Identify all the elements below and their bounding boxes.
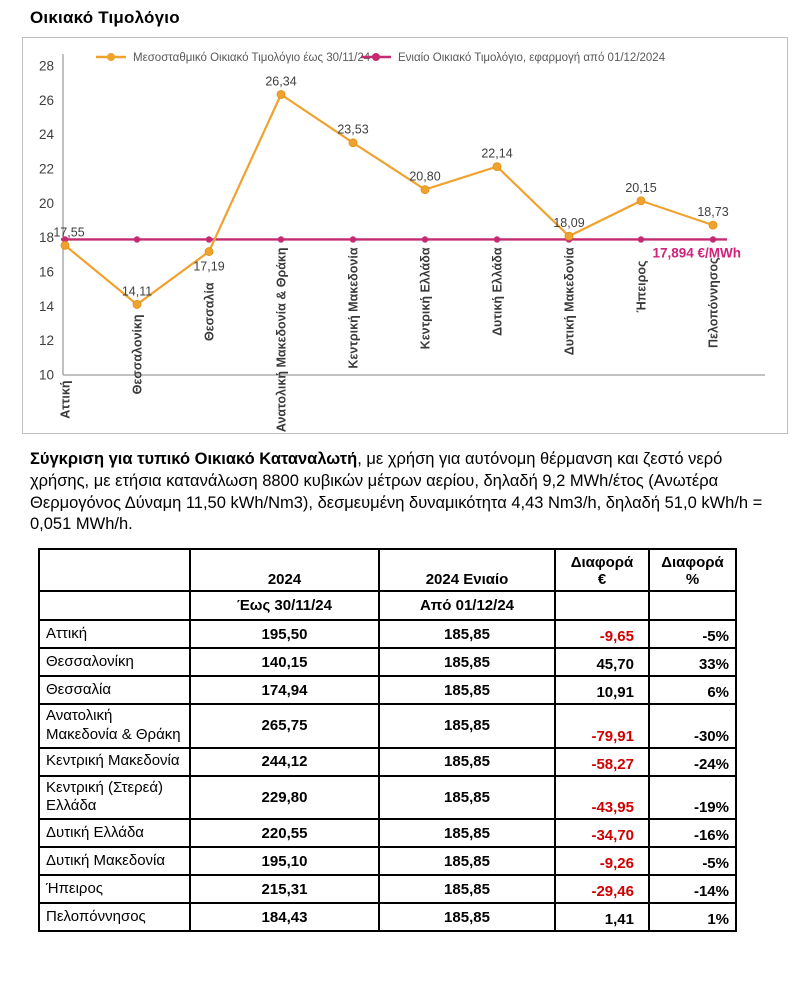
avg-tariff-point [565,232,573,240]
region-cell: Θεσσαλονίκη [39,648,190,676]
tariff-chart-svg [23,38,787,433]
y-axis-tick: 12 [38,333,54,349]
avg-tariff-point-label: 20,15 [625,180,657,195]
diff-eur-cell: -9,65 [555,620,649,648]
unified-tariff-point [710,236,716,242]
x-axis-label: Ανατολική Μακεδονία & Θράκη [274,247,289,433]
avg-tariff-point-label: 20,80 [409,169,441,184]
diff-pct-cell: -16% [649,819,736,847]
x-axis-label: Κεντρική Ελλάδα [418,247,433,350]
y-axis-tick: 26 [38,92,54,108]
diff-pct-cell: -5% [649,620,736,648]
price-unified-cell: 185,85 [379,819,555,847]
diff-eur-cell: 45,70 [555,648,649,676]
diff-eur-cell: 1,41 [555,903,649,931]
region-cell: Θεσσαλία [39,676,190,704]
region-cell: Κεντρική Μακεδονία [39,748,190,776]
diff-eur-cell: -9,26 [555,847,649,875]
document-page [0,8,800,995]
legend-marker-dot [107,53,115,61]
unified-tariff-point [638,236,644,242]
x-axis-label: Κεντρική Μακεδονία [346,247,361,369]
y-axis-tick: 22 [38,161,54,177]
diff-pct-cell: -14% [649,875,736,903]
y-axis-tick: 24 [38,127,54,143]
diff-pct-cell: -30% [649,704,736,748]
region-cell: Δυτική Μακεδονία [39,847,190,875]
price-unified-cell: 185,85 [379,648,555,676]
header-2024: 2024 [190,549,379,591]
price-unified-cell: 185,85 [379,620,555,648]
unified-tariff-point [206,236,212,242]
header-unified-period: Από 01/12/24 [379,591,555,620]
price-unified-cell: 185,85 [379,704,555,748]
region-cell: Πελοπόννησος [39,903,190,931]
avg-tariff-point-label: 26,34 [265,74,297,89]
avg-tariff-point [205,248,213,256]
y-axis-tick: 16 [38,264,54,280]
avg-tariff-line [65,94,713,304]
x-axis-label: Αττική [58,380,73,419]
header-diff-eur-sub [555,591,649,620]
avg-tariff-point-label: 23,53 [337,122,369,137]
x-axis-label: Πελοπόννησος [706,257,721,348]
header-region [39,549,190,591]
legend-marker-dot [372,53,380,61]
tariff-chart [22,37,788,434]
comparison-intro-bold: Σύγκριση για τυπικό Οικιακό Καταναλωτή [30,450,358,468]
price-2024-cell: 195,10 [190,847,379,875]
page-title: Οικιακό Τιμολόγιο [30,8,180,27]
avg-tariff-point-label: 17,19 [193,259,225,274]
region-cell: Ανατολική Μακεδονία & Θράκη [39,704,190,748]
price-unified-cell: 185,85 [379,676,555,704]
unified-tariff-value-label: 17,894 €/MWh [652,245,741,261]
price-2024-cell: 229,80 [190,776,379,820]
comparison-intro-rest: , με χρήση για αυτόνομη θέρμανση και ζεστό νερό χρήσης, με ετήσια κατανάλωση 8800 κυβικών μέτρων αερίου, δηλαδή 9,2 MWh/έτος (Ανωτέρα Θερμογόνος Δύναμη 11,50 kWh/Nm3), δεσμευμένη δυναμικότητα 4,43 Nm3/h, δηλαδή 51,0 kWh/h = 0,051 MWh/h. [30,450,763,534]
avg-tariff-point-label: 22,14 [481,146,513,161]
avg-tariff-point [637,197,645,205]
avg-tariff-point [61,241,69,249]
avg-tariff-point [493,163,501,171]
region-cell: Αττική [39,620,190,648]
legend-label: Ενιαίο Οικιακό Τιμολόγιο, εφαρμογή από 01/12/2024 [398,52,666,64]
diff-pct-cell: 33% [649,648,736,676]
table-row [39,620,736,648]
avg-tariff-point-label: 18,09 [553,216,585,231]
unified-tariff-point [494,236,500,242]
y-axis-tick: 10 [38,367,54,383]
header-diff-pct-sub [649,591,736,620]
avg-tariff-point-label: 14,11 [121,284,153,299]
header-diff-eur: Διαφορά € [555,549,649,591]
avg-tariff-point [133,300,141,308]
diff-eur-cell: -34,70 [555,819,649,847]
table-row [39,847,736,875]
table-row [39,676,736,704]
region-cell: Κεντρική (Στερεά) Ελλάδα [39,776,190,820]
diff-pct-cell: -19% [649,776,736,820]
unified-tariff-point [350,236,356,242]
price-2024-cell: 215,31 [190,875,379,903]
diff-eur-cell: -43,95 [555,776,649,820]
avg-tariff-point [421,186,429,194]
diff-pct-cell: -5% [649,847,736,875]
diff-eur-cell: -58,27 [555,748,649,776]
price-2024-cell: 140,15 [190,648,379,676]
header-diff-pct: Διαφορά % [649,549,736,591]
header-region-sub [39,591,190,620]
avg-tariff-point-label: 17,55 [53,225,85,240]
avg-tariff-point [709,221,717,229]
table-header-row-2 [39,591,736,620]
diff-pct-cell: 6% [649,676,736,704]
y-axis-tick: 14 [38,298,54,314]
price-2024-cell: 174,94 [190,676,379,704]
diff-eur-cell: -79,91 [555,704,649,748]
comparison-intro [30,449,770,536]
unified-tariff-point [278,236,284,242]
region-cell: Ήπειρος [39,875,190,903]
price-2024-cell: 244,12 [190,748,379,776]
price-2024-cell: 195,50 [190,620,379,648]
table-row [39,903,736,931]
avg-tariff-point [277,90,285,98]
table-row [39,648,736,676]
legend-label: Μεσοσταθμικό Οικιακό Τιμολόγιο έως 30/11/24 [133,52,371,64]
table-row [39,776,736,820]
price-2024-cell: 265,75 [190,704,379,748]
y-axis-tick: 20 [38,195,54,211]
table-header-row-1 [39,549,736,591]
diff-eur-cell: 10,91 [555,676,649,704]
y-axis-tick: 18 [38,230,54,246]
avg-tariff-point-label: 18,73 [697,205,729,220]
price-unified-cell: 185,85 [379,847,555,875]
comparison-table [38,548,737,932]
x-axis-label: Ήπειρος [634,260,649,313]
price-2024-cell: 220,55 [190,819,379,847]
price-unified-cell: 185,85 [379,776,555,820]
avg-tariff-point [349,139,357,147]
diff-pct-cell: -24% [649,748,736,776]
table-row [39,819,736,847]
x-axis-label: Δυτική Μακεδονία [562,247,577,356]
diff-eur-cell: -29,46 [555,875,649,903]
unified-tariff-point [422,236,428,242]
price-unified-cell: 185,85 [379,748,555,776]
table-row [39,704,736,748]
price-unified-cell: 185,85 [379,903,555,931]
header-2024-unified: 2024 Ενιαίο [379,549,555,591]
diff-pct-cell: 1% [649,903,736,931]
region-cell: Δυτική Ελλάδα [39,819,190,847]
x-axis-label: Θεσσαλία [202,282,217,342]
price-2024-cell: 184,43 [190,903,379,931]
table-row [39,875,736,903]
x-axis-label: Θεσσαλονίκη [130,314,145,395]
unified-tariff-point [134,236,140,242]
header-2024-period: Έως 30/11/24 [190,591,379,620]
y-axis-tick: 28 [38,58,54,74]
price-unified-cell: 185,85 [379,875,555,903]
table-row [39,748,736,776]
x-axis-label: Δυτική Ελλάδα [490,247,505,336]
